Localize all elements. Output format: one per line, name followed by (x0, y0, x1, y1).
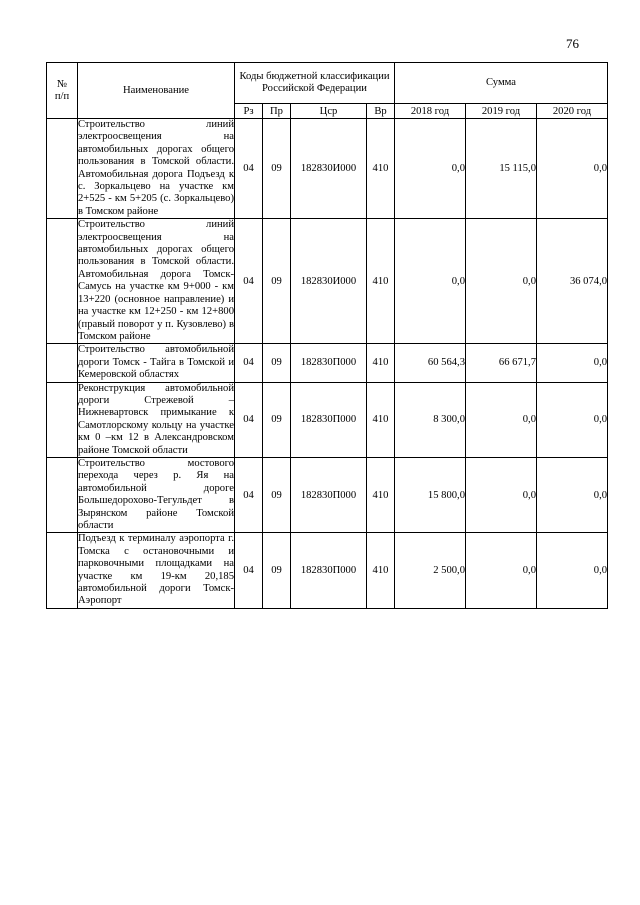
row-rz: 04 (235, 344, 263, 382)
row-sum-2018: 2 500,0 (395, 533, 466, 608)
row-vr: 410 (367, 457, 395, 532)
row-number-cell (47, 219, 78, 344)
budget-table (46, 62, 608, 609)
row-csr: 182830П000 (291, 382, 367, 457)
row-sum-2019: 0,0 (466, 382, 537, 457)
row-name: Строительство линий электроосвещения на автомобильных дорогах общего пользования в Томской области. Автомобильная дорога Томск-Самусь на участке км 9+000 - км 13+220 (основное направление) и на участке км 12+250 - км 12+800 (правый поворот у п. Кузовлево) в Томском районе (78, 219, 234, 342)
row-vr: 410 (367, 344, 395, 382)
row-rz: 04 (235, 533, 263, 608)
row-csr: 182830И000 (291, 119, 367, 219)
row-vr: 410 (367, 119, 395, 219)
row-number-cell (47, 344, 78, 382)
row-sum-2019: 66 671,7 (466, 344, 537, 382)
row-vr: 410 (367, 533, 395, 608)
header-csr: Цср (291, 104, 367, 119)
row-vr: 410 (367, 219, 395, 344)
row-sum-2019: 15 115,0 (466, 119, 537, 219)
header-sum: Сумма (395, 63, 608, 104)
row-rz: 04 (235, 119, 263, 219)
row-pr: 09 (263, 457, 291, 532)
header-2019: 2019 год (466, 104, 537, 119)
header-codes: Коды бюджетной классификации Российской Федерации (235, 63, 395, 104)
row-sum-2019: 0,0 (466, 219, 537, 344)
row-rz: 04 (235, 457, 263, 532)
row-name: Подъезд к терминалу аэропорта г. Томска с остановочными и парковочными площадками на участке км 19-км 20,185 автомобильной дороги Томск-Аэропорт (78, 533, 234, 607)
row-csr: 182830П000 (291, 344, 367, 382)
table-row (47, 382, 608, 457)
row-sum-2018: 0,0 (395, 219, 466, 344)
row-pr: 09 (263, 533, 291, 608)
table-row (47, 533, 608, 608)
row-pr: 09 (263, 382, 291, 457)
header-pr: Пр (263, 104, 291, 119)
header-2018: 2018 год (395, 104, 466, 119)
row-sum-2019: 0,0 (466, 457, 537, 532)
table-row (47, 219, 608, 344)
row-csr: 182830И000 (291, 219, 367, 344)
row-name: Строительство автомобильной дороги Томск - Тайга в Томской и Кемеровской областях (78, 344, 234, 381)
row-sum-2019: 0,0 (466, 533, 537, 608)
header-vr: Вр (367, 104, 395, 119)
row-rz: 04 (235, 219, 263, 344)
table-row (47, 119, 608, 219)
row-number-cell (47, 457, 78, 532)
row-sum-2020: 0,0 (537, 382, 608, 457)
row-pr: 09 (263, 219, 291, 344)
row-sum-2018: 15 800,0 (395, 457, 466, 532)
row-name: Строительство мостового перехода через р. Яя на автомобильной дороге Большедорохово-Тегульдет в Зырянском районе Томской области (78, 457, 234, 531)
table-row (47, 344, 608, 382)
row-sum-2018: 8 300,0 (395, 382, 466, 457)
row-pr: 09 (263, 119, 291, 219)
row-sum-2020: 0,0 (537, 344, 608, 382)
header-2020: 2020 год (537, 104, 608, 119)
row-sum-2018: 0,0 (395, 119, 466, 219)
row-sum-2018: 60 564,3 (395, 344, 466, 382)
row-name: Строительство линий электроосвещения на автомобильных дорогах общего пользования в Томской области. Автомобильная дорога Подъезд к с. Зоркальцево на участке км 2+525 - км 5+205 (с. Зоркальцево) в Томском районе (78, 119, 234, 217)
row-csr: 182830П000 (291, 457, 367, 532)
header-num: № п/п (47, 63, 78, 119)
row-sum-2020: 0,0 (537, 533, 608, 608)
page-number: 76 (566, 36, 579, 51)
row-vr: 410 (367, 382, 395, 457)
row-number-cell (47, 533, 78, 608)
row-name: Реконструкция автомобильной дороги Стрежевой – Нижневартовск примыкание к Самотлорскому кольцу на участке км 0 –км 12 в Александровском районе Томской области (78, 382, 234, 456)
row-rz: 04 (235, 382, 263, 457)
header-name: Наименование (78, 63, 235, 119)
table-row (47, 457, 608, 532)
row-csr: 182830П000 (291, 533, 367, 608)
row-sum-2020: 0,0 (537, 119, 608, 219)
header-rz: Рз (235, 104, 263, 119)
row-sum-2020: 36 074,0 (537, 219, 608, 344)
row-number-cell (47, 382, 78, 457)
row-pr: 09 (263, 344, 291, 382)
row-number-cell (47, 119, 78, 219)
row-sum-2020: 0,0 (537, 457, 608, 532)
